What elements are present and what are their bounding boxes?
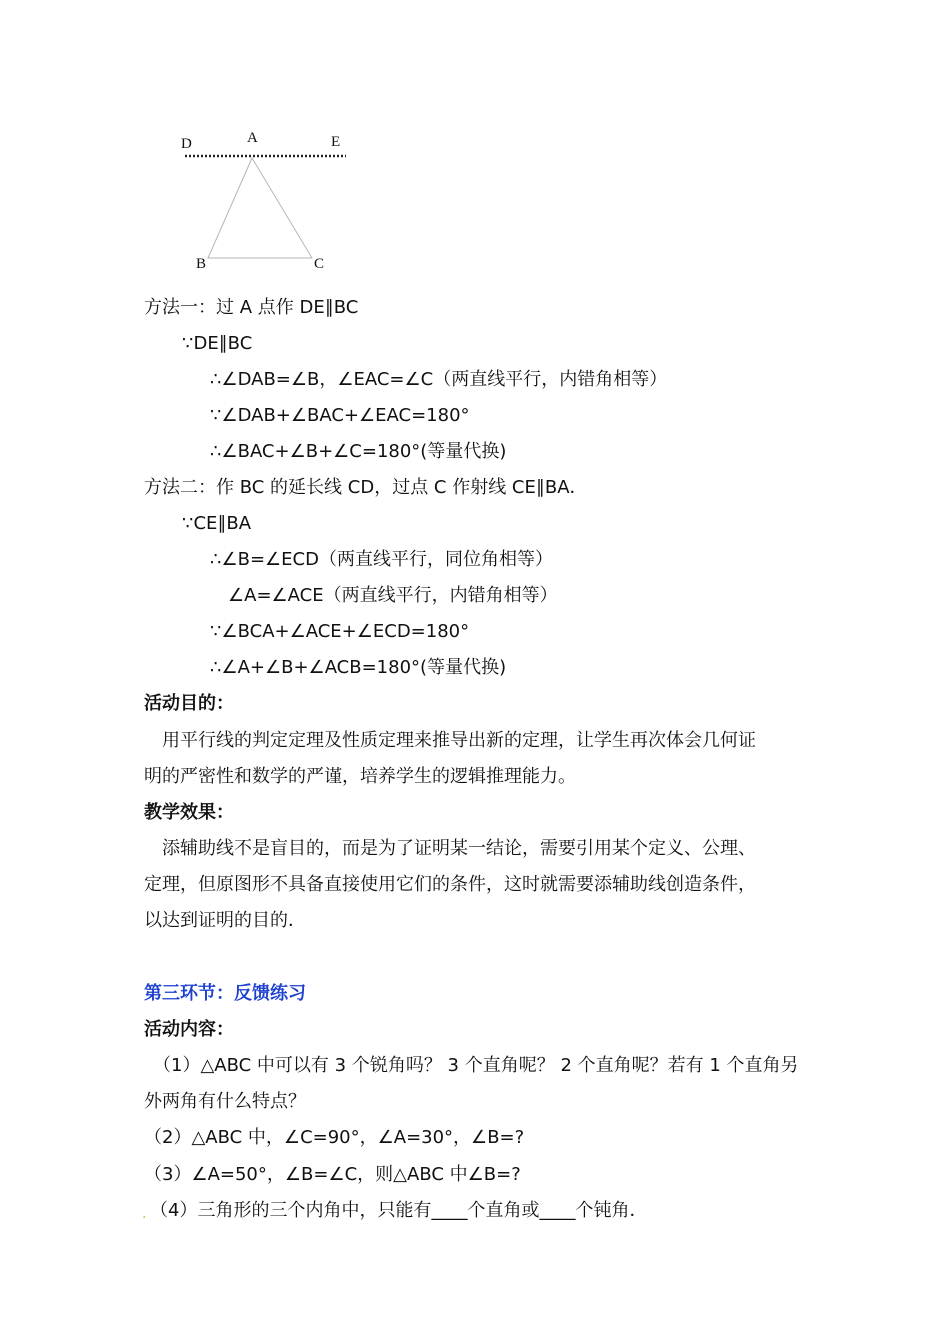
- proof-line: ∠A=∠ACE（两直线平行，内错角相等）: [228, 585, 558, 606]
- question-2: （2）△ABC 中，∠C=90°，∠A=30°，∠B=?: [144, 1127, 525, 1148]
- effect-text: 添辅助线不是盲目的，而是为了证明某一结论，需要引用某个定义、公理、: [162, 838, 756, 859]
- proof-line: ∵DE∥BC: [182, 333, 253, 354]
- question-1-cont: 外两角有什么特点？: [144, 1091, 306, 1112]
- label-b: B: [196, 256, 207, 272]
- method-one-heading: 方法一：过 A 点作 DE∥BC: [144, 297, 359, 318]
- question-4: （4）三角形的三个内角中，只能有____个直角或____个钝角．: [150, 1200, 648, 1221]
- proof-line: ∴∠A+∠B+∠ACB=180°(等量代换): [210, 657, 507, 678]
- label-c: C: [314, 256, 325, 272]
- label-a: A: [247, 130, 258, 146]
- purpose-text: 用平行线的判定定理及性质定理来推导出新的定理，让学生再次体会几何证: [162, 730, 756, 751]
- triangle-figure: [170, 122, 370, 282]
- question-3: （3）∠A=50°，∠B=∠C，则△ABC 中∠B=?: [144, 1164, 521, 1185]
- stage-title: 第三环节：反馈练习: [144, 983, 306, 1004]
- proof-line: ∴∠B=∠ECD（两直线平行，同位角相等）: [210, 549, 553, 570]
- proof-line: ∵∠BCA+∠ACE+∠ECD=180°: [210, 621, 470, 642]
- content-heading: 活动内容：: [144, 1019, 234, 1040]
- label-e: E: [331, 134, 341, 150]
- proof-line: ∵∠DAB+∠BAC+∠EAC=180°: [210, 405, 470, 426]
- label-d: D: [181, 136, 192, 152]
- triangle-abc: [208, 158, 312, 258]
- purpose-text: 明的严密性和数学的严谨，培养学生的逻辑推理能力。: [144, 766, 576, 787]
- proof-line: ∴∠DAB=∠B，∠EAC=∠C（两直线平行，内错角相等）: [210, 369, 668, 390]
- method-two-heading: 方法二：作 BC 的延长线 CD，过点 C 作射线 CE∥BA．: [144, 477, 588, 498]
- proof-line: ∴∠BAC+∠B+∠C=180°(等量代换): [210, 441, 507, 462]
- proof-line: ∵CE∥BA: [182, 513, 252, 534]
- bullet-marker-icon: .: [142, 1206, 147, 1222]
- effect-text: 定理，但原图形不具备直接使用它们的条件，这时就需要添辅助线创造条件，: [144, 874, 756, 895]
- question-1: （1）△ABC 中可以有 3 个锐角吗？ 3 个直角呢？ 2 个直角呢？若有 1 个直角另: [153, 1055, 799, 1076]
- effect-text: 以达到证明的目的．: [144, 910, 306, 931]
- effect-heading: 教学效果：: [144, 802, 234, 823]
- purpose-heading: 活动目的：: [144, 693, 234, 714]
